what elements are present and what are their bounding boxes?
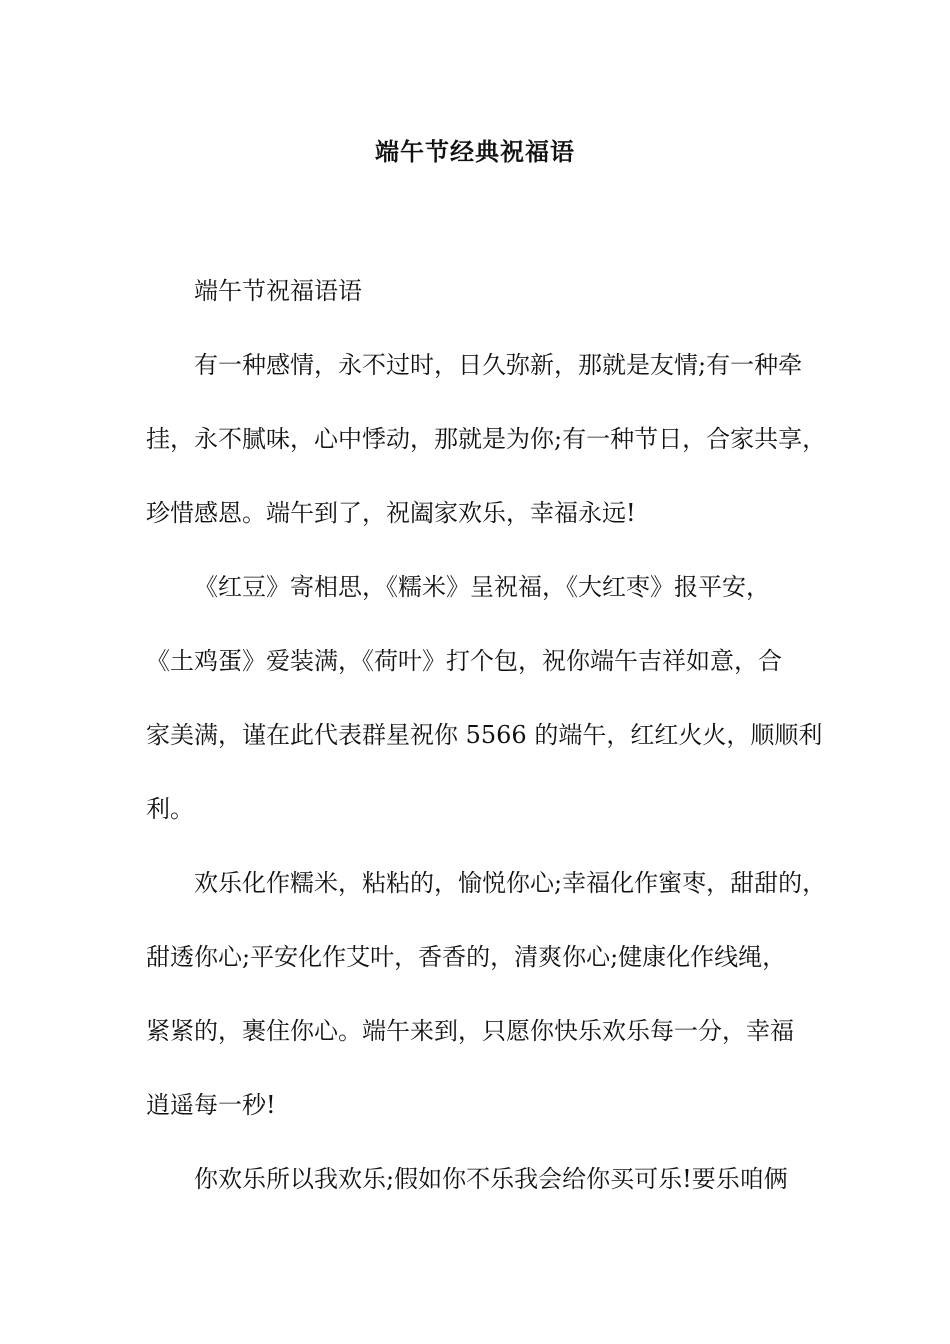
paragraph-2 <box>146 550 828 846</box>
section-heading: 端午节祝福语语 <box>194 277 362 305</box>
paragraph-line: 《红豆》寄相思，《糯米》呈祝福，《大红枣》报平安， <box>194 573 770 601</box>
paragraph-line: 你欢乐所以我欢乐;假如你不乐我会给你买可乐!要乐咱俩 <box>194 1165 788 1193</box>
paragraph-line: 甜透你心;平安化作艾叶，香香的，清爽你心;健康化作线绳， <box>146 943 787 971</box>
paragraph-4 <box>146 1142 828 1216</box>
document-body <box>146 254 828 1216</box>
paragraph-line: 有一种感情，永不过时，日久弥新，那就是友情;有一种牵 <box>194 351 803 379</box>
paragraph-line: 利。 <box>146 795 194 823</box>
paragraph-line: 紧紧的，裹住你心。端午来到，只愿你快乐欢乐每一分，幸福 <box>146 1017 794 1045</box>
paragraph-line: 逍遥每一秒! <box>146 1091 276 1119</box>
paragraph-line: 珍惜感恩。端午到了，祝阖家欢乐，幸福永远! <box>146 499 636 527</box>
paragraph-1 <box>146 328 828 550</box>
paragraph-line: 《土鸡蛋》爱装满，《荷叶》打个包，祝你端午吉祥如意，合 <box>146 647 782 675</box>
paragraph-line: 家美满，谨在此代表群星祝你 5566 的端午，红红火火，顺顺利 <box>146 721 823 749</box>
paragraph-3 <box>146 846 828 1142</box>
paragraph-line: 挂，永不腻味，心中悸动，那就是为你;有一种节日，合家共享， <box>146 425 827 453</box>
document-title: 端午节经典祝福语 <box>375 137 575 166</box>
paragraph-line: 欢乐化作糯米，粘粘的，愉悦你心;幸福化作蜜枣，甜甜的， <box>194 869 827 897</box>
